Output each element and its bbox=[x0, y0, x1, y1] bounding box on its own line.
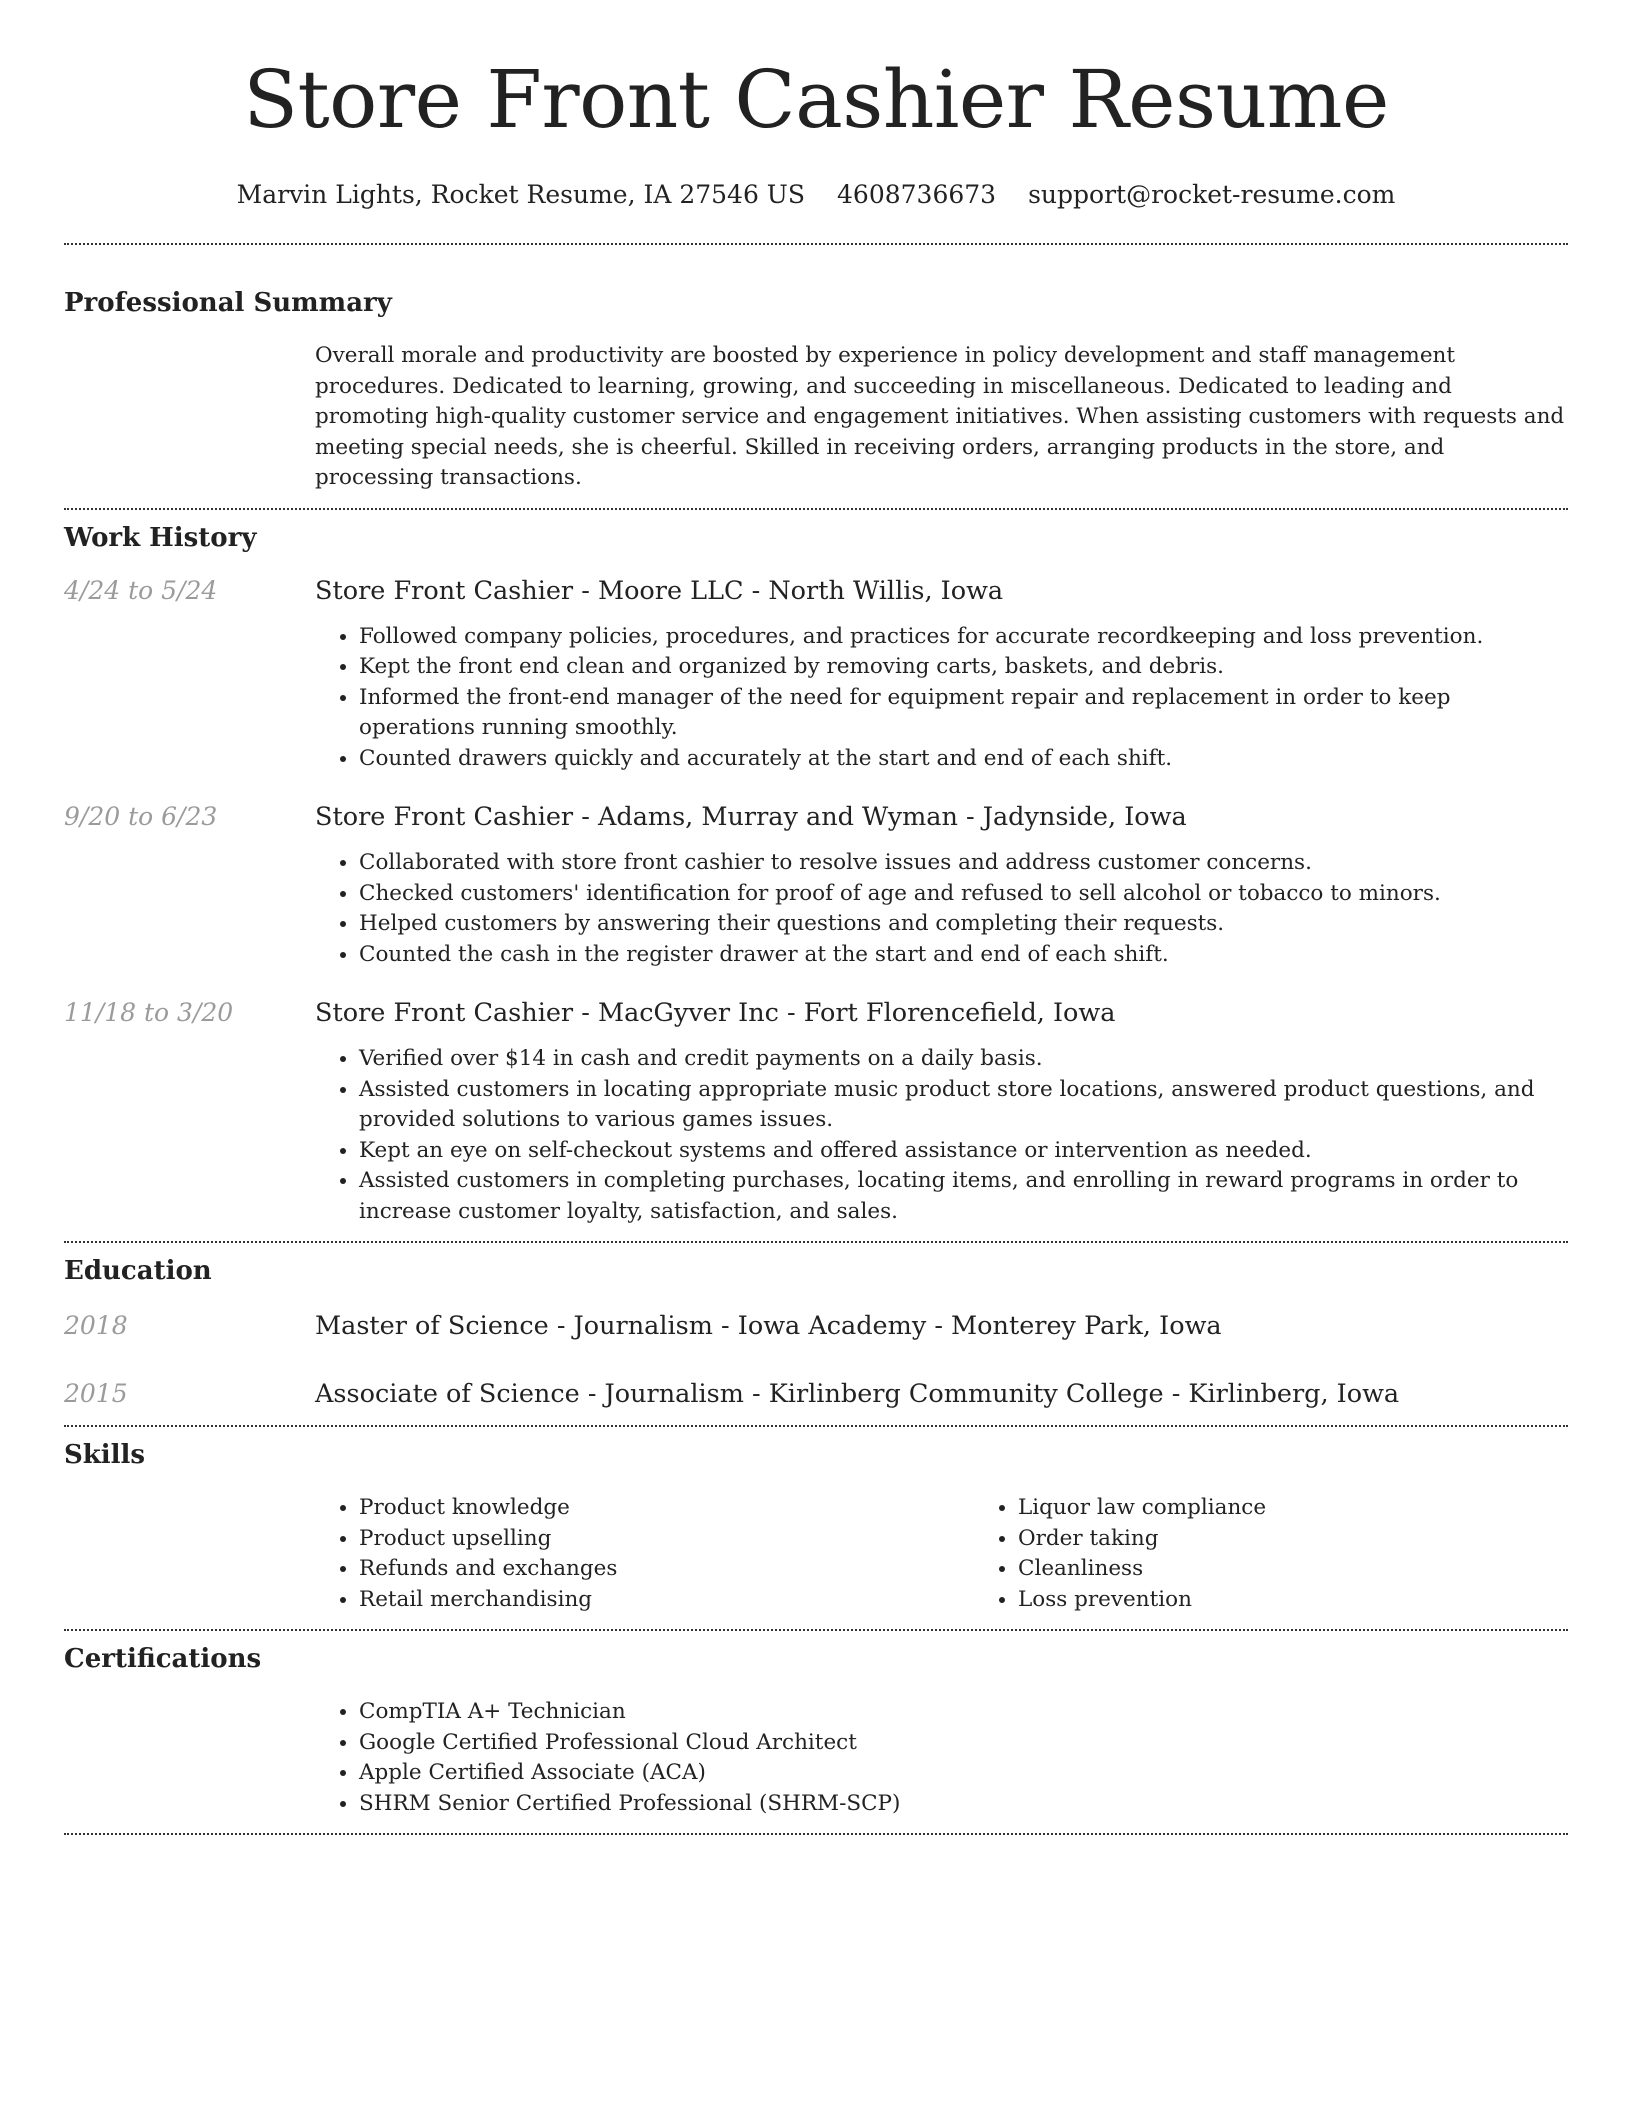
list-item: • Informed the front-end manager of the need for equipment repair and replacement in order to keep operations running smoothly. bbox=[359, 683, 1568, 744]
job-title: Store Front Cashier - Moore LLC - North Willis, Iowa bbox=[315, 575, 1004, 606]
contact-phone: 4608736673 bbox=[837, 180, 997, 209]
list-item: • Helped customers by answering their questions and completing their requests. bbox=[359, 909, 1568, 940]
list-item: • Google Certified Professional Cloud Architect bbox=[359, 1728, 1568, 1759]
list-item: • Retail merchandising bbox=[359, 1585, 974, 1616]
resume-title: Store Front Cashier Resume bbox=[243, 53, 1389, 146]
list-item: • Apple Certified Associate (ACA) bbox=[359, 1758, 1568, 1789]
section-divider bbox=[64, 1425, 1568, 1427]
contact-address: Marvin Lights, Rocket Resume, IA 27546 US bbox=[236, 180, 806, 209]
education-year: 2015 bbox=[64, 1379, 128, 1408]
skills-column bbox=[315, 1493, 974, 1615]
skills-list bbox=[315, 1493, 1632, 1615]
work-history-section bbox=[64, 522, 1568, 1228]
section-divider bbox=[64, 1629, 1568, 1631]
skills-heading: Skills bbox=[64, 1440, 146, 1470]
job-duties bbox=[315, 848, 1568, 970]
list-item: • Assisted customers in locating appropriate music product store locations, answered product questions, and provided solutions to various games issues. bbox=[359, 1075, 1568, 1136]
section-divider bbox=[64, 508, 1568, 510]
list-item: • Counted drawers quickly and accurately at the start and end of each shift. bbox=[359, 744, 1568, 775]
education-entry bbox=[64, 1377, 1568, 1411]
job-title: Store Front Cashier - Adams, Murray and Wyman - Jadynside, Iowa bbox=[315, 802, 1187, 832]
list-item: • Loss prevention bbox=[1018, 1585, 1632, 1616]
contact-line bbox=[64, 180, 1568, 210]
list-item: • Collaborated with store front cashier to resolve issues and address customer concerns. bbox=[359, 848, 1568, 879]
education-heading: Education bbox=[64, 1256, 212, 1286]
summary-section bbox=[64, 287, 1568, 494]
job-entry bbox=[64, 800, 1568, 970]
list-item: • SHRM Senior Certified Professional (SHRM-SCP) bbox=[359, 1789, 1568, 1820]
summary-text: Overall morale and productivity are boosted by experience in policy development and staff management procedures. Dedicated to learning, growing, and succeeding in miscellaneous. Dedicated to leading and promoting high-quality customer service and engagement initiatives. When assisting customers with requests and meeting special needs, she is cheerful. Skilled in receiving orders, arranging products in the store, and processing transactions. bbox=[315, 343, 1565, 490]
certifications-section bbox=[64, 1643, 1568, 1819]
list-item: • Verified over $14 in cash and credit payments on a daily basis. bbox=[359, 1044, 1568, 1075]
section-divider bbox=[64, 243, 1568, 245]
contact-email: support@rocket-resume.com bbox=[1028, 180, 1396, 209]
list-item: • Refunds and exchanges bbox=[359, 1554, 974, 1585]
list-item: • Counted the cash in the register drawer at the start and end of each shift. bbox=[359, 940, 1568, 971]
list-item: • Assisted customers in completing purchases, locating items, and enrolling in reward programs in order to increase customer loyalty, satisfaction, and sales. bbox=[359, 1166, 1568, 1227]
summary-heading: Professional Summary bbox=[64, 288, 392, 318]
list-item: • Order taking bbox=[1018, 1524, 1632, 1555]
job-title: Store Front Cashier - MacGyver Inc - Fort Florencefield, Iowa bbox=[315, 998, 1116, 1028]
list-item: • Product knowledge bbox=[359, 1493, 974, 1524]
list-item: • Kept the front end clean and organized by removing carts, baskets, and debris. bbox=[359, 652, 1568, 683]
certifications-heading: Certifications bbox=[64, 1644, 262, 1674]
job-dates: 4/24 to 5/24 bbox=[64, 575, 218, 605]
certifications-list bbox=[315, 1697, 1568, 1819]
work-history-heading: Work History bbox=[64, 522, 257, 553]
resume-page bbox=[64, 0, 1568, 1835]
job-dates: 9/20 to 6/23 bbox=[64, 802, 218, 831]
job-entry bbox=[64, 996, 1568, 1227]
job-dates: 11/18 to 3/20 bbox=[64, 998, 234, 1027]
job-entry bbox=[64, 574, 1568, 775]
education-year: 2018 bbox=[64, 1311, 128, 1340]
education-degree: Master of Science - Journalism - Iowa Academy - Monterey Park, Iowa bbox=[315, 1311, 1222, 1341]
skills-section bbox=[64, 1439, 1568, 1615]
education-degree: Associate of Science - Journalism - Kirlinberg Community College - Kirlinberg, Iowa bbox=[315, 1379, 1400, 1409]
list-item: • Checked customers' identification for proof of age and refused to sell alcohol or tobacco to minors. bbox=[359, 879, 1568, 910]
list-item: • Product upselling bbox=[359, 1524, 974, 1555]
section-divider bbox=[64, 1833, 1568, 1835]
section-divider bbox=[64, 1241, 1568, 1243]
job-duties bbox=[315, 1044, 1568, 1227]
job-duties bbox=[315, 622, 1568, 775]
education-section bbox=[64, 1255, 1568, 1411]
education-entry bbox=[64, 1309, 1568, 1343]
list-item: • CompTIA A+ Technician bbox=[359, 1697, 1568, 1728]
list-item: • Followed company policies, procedures, and practices for accurate recordkeeping and loss prevention. bbox=[359, 622, 1568, 653]
list-item: • Cleanliness bbox=[1018, 1554, 1632, 1585]
list-item: • Kept an eye on self-checkout systems and offered assistance or intervention as needed. bbox=[359, 1136, 1568, 1167]
skills-column bbox=[974, 1493, 1632, 1615]
list-item: • Liquor law compliance bbox=[1018, 1493, 1632, 1524]
